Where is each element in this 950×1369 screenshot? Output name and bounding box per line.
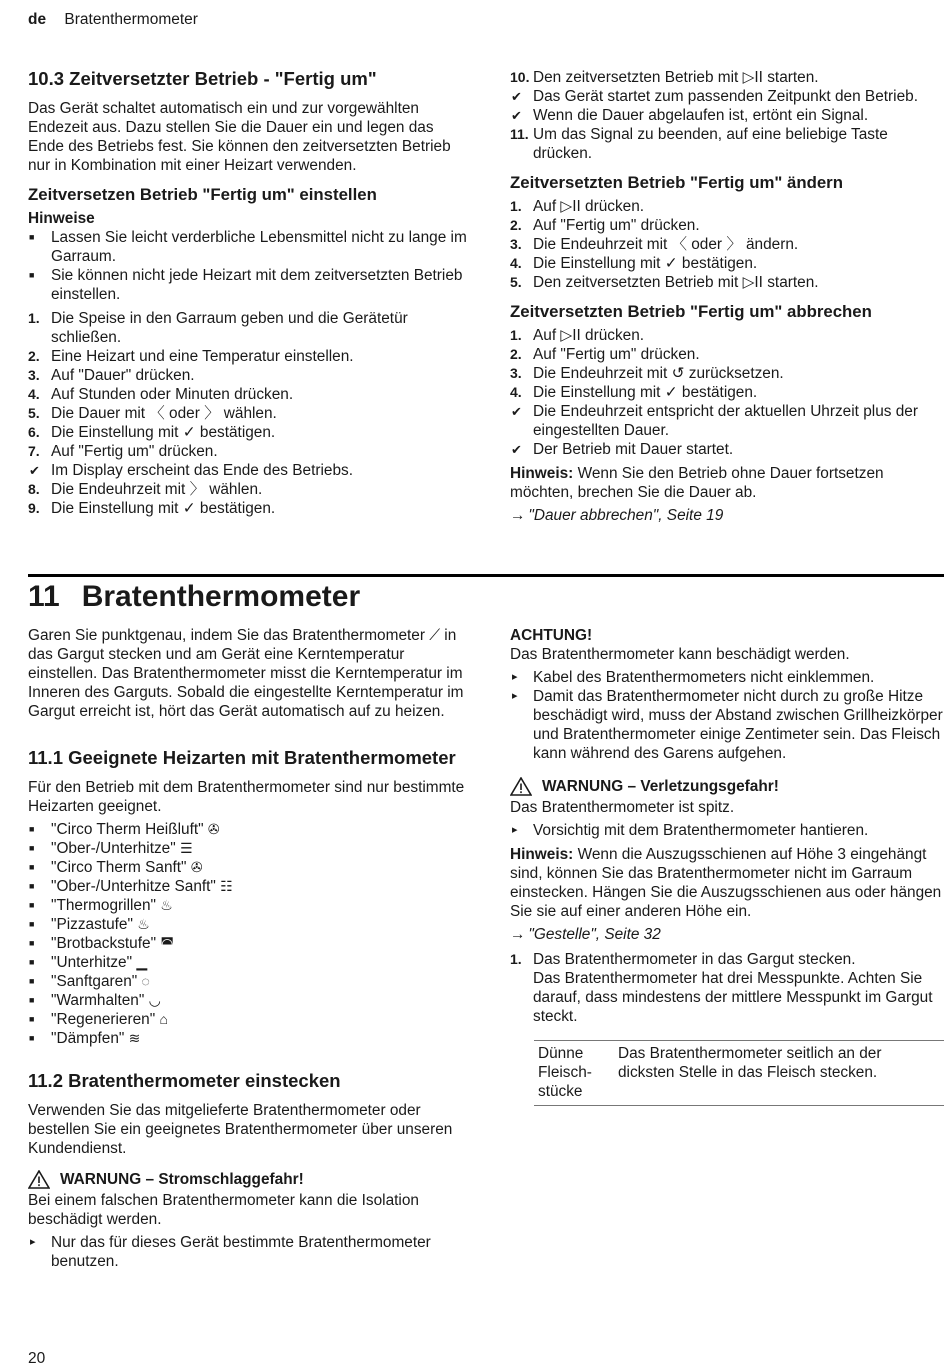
list-item: ■ "Circo Therm Heißluft" ✇ xyxy=(29,821,220,838)
bottom-heat-icon: ▁ xyxy=(136,954,148,970)
bullet-icon: ■ xyxy=(29,957,35,967)
hints-list xyxy=(28,228,468,304)
chapter-title: 11 Bratenthermometer xyxy=(28,580,361,613)
list-item: 10. Den zeitversetzten Betrieb mit ▷II starten. xyxy=(510,69,819,86)
notice-list xyxy=(510,668,944,763)
list-item: ■ "Sanftgaren" ◌ xyxy=(29,973,150,990)
list-item: ▸ Kabel des Bratenthermometers nicht einklemmen. xyxy=(512,669,875,686)
warning-heading: WARNUNG – Stromschlaggefahr! xyxy=(28,1170,468,1189)
section-title: 11.2 Bratenthermometer einstecken xyxy=(28,1070,341,1091)
bullet-icon: ■ xyxy=(29,1014,35,1024)
subsection-title: Zeitversetzten Betrieb "Fertig um" ändern xyxy=(510,173,843,192)
section-intro: Für den Betrieb mit dem Bratenthermometer sind nur bestimmte Heizarten geeignet. xyxy=(28,779,465,815)
warning-triangle-icon xyxy=(28,1170,50,1189)
cross-reference-link[interactable]: → "Dauer abbrechen", Seite 19 xyxy=(510,507,724,524)
list-item: 1. Auf ▷II drücken. xyxy=(510,198,645,215)
list-item: 9. Die Einstellung mit ✓ bestätigen. xyxy=(28,500,276,517)
table-cell-label: Dünne Fleisch-stücke xyxy=(534,1041,614,1106)
list-item: ■ "Brotbackstufe" ◚ xyxy=(29,935,174,952)
steps-list xyxy=(510,68,944,163)
note: Hinweis: Wenn Sie den Betrieb ohne Dauer fortsetzen möchten, brechen Sie die Dauer ab. xyxy=(510,465,884,501)
info-table xyxy=(534,1040,944,1106)
note: Hinweis: Wenn die Auszugsschienen auf Höhe 3 eingehängt sind, können Sie das Bratenthermometer nicht im Garraum einstecken. Hängen Sie die Auszugsschienen aus oder hängen Sie sie auf einer anderen Höhe ein. xyxy=(510,846,942,920)
chapter-11-right xyxy=(510,626,944,1106)
list-item: ■ Lassen Sie leicht verderbliche Lebensmittel nicht zu lange im Garraum. xyxy=(29,229,467,265)
list-item: 5. Den zeitversetzten Betrieb mit ▷II starten. xyxy=(510,274,819,291)
triangle-bullet-icon: ▸ xyxy=(512,824,518,836)
steps-list xyxy=(510,950,944,1026)
check-icon: ✔ xyxy=(29,463,40,478)
list-item: 2. Auf "Fertig um" drücken. xyxy=(510,217,700,234)
subsection-title: Zeitversetzten Betrieb "Fertig um" abbrechen xyxy=(510,302,872,321)
list-item: 2. Auf "Fertig um" drücken. xyxy=(510,346,700,363)
slow-cook-icon: ◌ xyxy=(141,973,150,989)
section-intro: Verwenden Sie das mitgelieferte Bratenthermometer oder bestellen Sie ein geeignetes Bratenthermometer über unseren Kundendienst. xyxy=(28,1102,453,1157)
reheat-icon: ⌂ xyxy=(159,1011,168,1027)
top-bottom-gentle-icon: ☷ xyxy=(220,878,233,894)
list-item: ■ Sie können nicht jede Heizart mit dem zeitversetzten Betrieb einstellen. xyxy=(29,267,463,303)
heizarten-list xyxy=(28,820,468,1048)
list-item: ■ "Regenerieren" ⌂ xyxy=(29,1011,168,1028)
bullet-icon: ■ xyxy=(29,881,35,891)
list-item: 4. Auf Stunden oder Minuten drücken. xyxy=(28,386,294,403)
arrow-right-icon: → xyxy=(510,926,526,943)
warning-heading: WARNUNG – Verletzungsgefahr! xyxy=(510,777,944,796)
list-item: ■ "Ober-/Unterhitze" ☰ xyxy=(29,840,193,857)
list-item: ✔ Die Endeuhrzeit entspricht der aktuellen Uhrzeit plus der eingestellten Dauer. xyxy=(511,403,918,439)
list-item: 1. Die Speise in den Garraum geben und die Gerätetür schließen. xyxy=(28,310,408,346)
bullet-icon: ■ xyxy=(29,976,35,986)
section-10-3-left xyxy=(28,68,468,523)
section-title: 11.1 Geeignete Heizarten mit Bratenthermometer xyxy=(28,747,456,768)
notice-text: Das Bratenthermometer kann beschädigt werden. xyxy=(510,646,850,663)
list-item: ✔ Im Display erscheint das Ende des Betriebs. xyxy=(29,462,353,479)
list-item: 2. Eine Heizart und eine Temperatur einstellen. xyxy=(28,348,354,365)
list-item: ■ "Thermogrillen" ♨ xyxy=(29,897,173,914)
list-item: 3. Auf "Dauer" drücken. xyxy=(28,367,195,384)
list-item: ■ "Dämpfen" ≋ xyxy=(29,1030,141,1047)
bullet-icon: ■ xyxy=(29,843,35,853)
bullet-icon: ■ xyxy=(29,919,35,929)
bullet-icon: ■ xyxy=(29,1033,35,1043)
list-item: ▸ Nur das für dieses Gerät bestimmte Bratenthermometer benutzen. xyxy=(30,1234,431,1270)
list-item: 1. Das Bratenthermometer in das Gargut stecken. Das Bratenthermometer hat drei Messpunkte. Achten Sie darauf, dass mindestens der mittlere Messpunkt im Gargut steckt. xyxy=(510,951,933,1025)
warning-text: Das Bratenthermometer ist spitz. xyxy=(510,799,735,816)
triangle-bullet-icon: ▸ xyxy=(512,671,518,683)
list-item: ▸ Damit das Bratenthermometer nicht durch zu große Hitze beschädigt wird, muss der Abstand zwischen Grillheizkörper und Bratenthermometer einige Zentimeter sein. Das Fleisch kann während des Garens aufgehen. xyxy=(512,688,943,762)
list-item: 1. Auf ▷II drücken. xyxy=(510,327,645,344)
hints-heading: Hinweise xyxy=(28,210,95,227)
triangle-bullet-icon: ▸ xyxy=(512,690,518,702)
list-item: 4. Die Einstellung mit ✓ bestätigen. xyxy=(510,384,758,401)
page-header xyxy=(28,10,198,29)
list-item: ■ "Circo Therm Sanft" ✇ xyxy=(29,859,203,876)
list-item: 11. Um das Signal zu beenden, auf eine beliebige Taste drücken. xyxy=(510,126,888,162)
list-item: ■ "Unterhitze" ▁ xyxy=(29,954,148,971)
table-cell-text: Das Bratenthermometer seitlich an der dicksten Stelle in das Fleisch stecken. xyxy=(614,1041,944,1106)
steps-list xyxy=(28,309,468,518)
keep-warm-icon: ◡ xyxy=(148,992,161,1008)
check-icon: ✔ xyxy=(511,108,522,123)
list-item: ■ "Warmhalten" ◡ xyxy=(29,992,161,1009)
bullet-icon: ■ xyxy=(29,270,35,280)
pizza-icon: ♨ xyxy=(137,916,150,932)
list-item: 6. Die Einstellung mit ✓ bestätigen. xyxy=(28,424,276,441)
steps-list xyxy=(510,197,944,292)
steps-list xyxy=(510,326,944,459)
fan-icon: ✇ xyxy=(207,821,220,837)
list-item: ▸ Vorsichtig mit dem Bratenthermometer hantieren. xyxy=(512,822,869,839)
bullet-icon: ■ xyxy=(29,900,35,910)
list-item: 3. Die Endeuhrzeit mit ↺ zurücksetzen. xyxy=(510,365,784,382)
warning-text: Bei einem falschen Bratenthermometer kann die Isolation beschädigt werden. xyxy=(28,1192,419,1228)
list-item: 3. Die Endeuhrzeit mit 〈 oder 〉 ändern. xyxy=(510,236,799,253)
notice-heading: ACHTUNG! xyxy=(510,627,593,644)
section-intro: Das Gerät schaltet automatisch ein und zur vorgewählten Endezeit aus. Dazu stellen Sie die Dauer ein und legen das Ende des Betriebs fest. Sie können den zeitversetzten Betrieb nur in Kombination mit einer Heizart verwenden. xyxy=(28,100,451,174)
bullet-icon: ■ xyxy=(29,824,35,834)
chapter-11-left xyxy=(28,626,468,1276)
steam-icon: ≋ xyxy=(128,1030,141,1046)
list-item: 8. Die Endeuhrzeit mit 〉 wählen. xyxy=(28,481,263,498)
fan-gentle-icon: ✇ xyxy=(190,859,203,875)
check-icon: ✔ xyxy=(511,89,522,104)
bullet-icon: ■ xyxy=(29,995,35,1005)
bread-icon: ◚ xyxy=(160,935,174,951)
cross-reference-link[interactable]: → "Gestelle", Seite 32 xyxy=(510,926,661,943)
check-icon: ✔ xyxy=(511,404,522,419)
page-number: 20 xyxy=(28,1350,46,1367)
bullet-icon: ■ xyxy=(29,938,35,948)
check-icon: ✔ xyxy=(511,442,522,457)
triangle-bullet-icon: ▸ xyxy=(30,1236,36,1248)
language-code: de xyxy=(28,11,47,28)
subsection-title: Zeitversetzen Betrieb "Fertig um" einstellen xyxy=(28,185,377,204)
chapter-divider xyxy=(28,574,944,577)
top-bottom-heat-icon: ☰ xyxy=(179,840,193,856)
list-item: ✔ Wenn die Dauer abgelaufen ist, ertönt ein Signal. xyxy=(511,107,869,124)
thermogrill-icon: ♨ xyxy=(160,897,173,913)
table-row xyxy=(534,1041,944,1106)
list-item: ■ "Ober-/Unterhitze Sanft" ☷ xyxy=(29,878,233,895)
arrow-right-icon: → xyxy=(510,507,526,524)
chapter-intro: Garen Sie punktgenau, indem Sie das Bratenthermometer ⟋ in das Gargut stecken und am Gerät eine Kerntemperatur einstellen. Das Bratenthermometer misst die Kerntemperatur im Inneren des Garguts. Sobald die eingestellte Kerntemperatur im Gargut erreicht ist, hört das Gerät automatisch auf zu heizen. xyxy=(28,627,464,720)
list-item: 5. Die Dauer mit 〈 oder 〉 wählen. xyxy=(28,405,277,422)
list-item: ✔ Das Gerät startet zum passenden Zeitpunkt den Betrieb. xyxy=(511,88,918,105)
list-item: ■ "Pizzastufe" ♨ xyxy=(29,916,150,933)
warning-list xyxy=(510,821,944,840)
warning-triangle-icon xyxy=(510,777,532,796)
list-item: 7. Auf "Fertig um" drücken. xyxy=(28,443,218,460)
bullet-icon: ■ xyxy=(29,232,35,242)
bullet-icon: ■ xyxy=(29,862,35,872)
list-item: ✔ Der Betrieb mit Dauer startet. xyxy=(511,441,734,458)
list-item: 4. Die Einstellung mit ✓ bestätigen. xyxy=(510,255,758,272)
section-title: 10.3 Zeitversetzter Betrieb - "Fertig um" xyxy=(28,68,377,89)
section-10-3-right xyxy=(510,68,944,529)
warning-list xyxy=(28,1233,468,1271)
header-title: Bratenthermometer xyxy=(64,11,198,28)
